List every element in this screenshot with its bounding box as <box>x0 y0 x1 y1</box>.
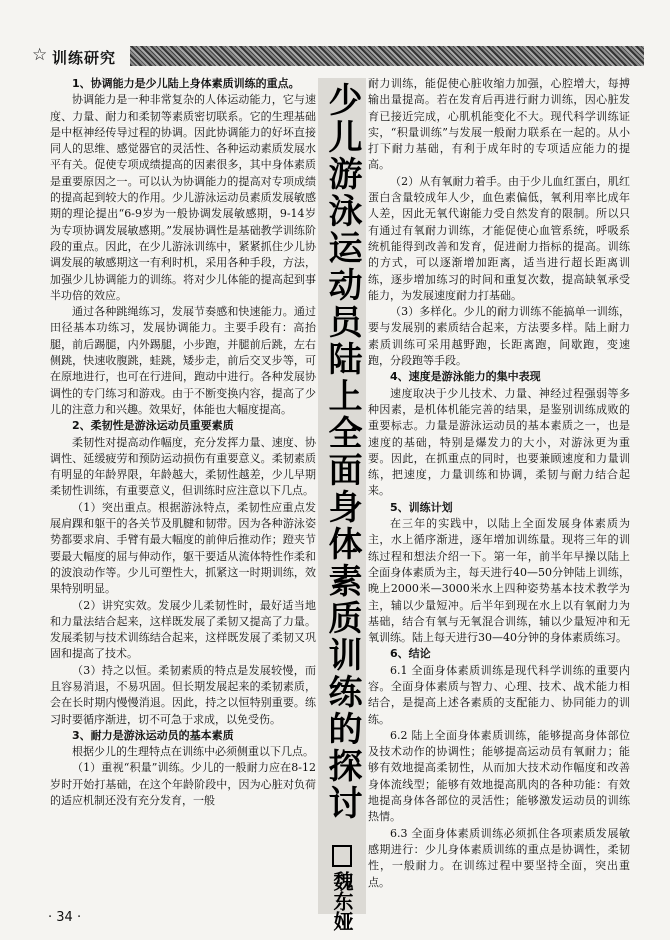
paragraph: 根据少儿的生理特点在训练中必须侧重以下几点。 <box>72 745 314 759</box>
section-heading: 5、训练计划 <box>390 500 453 514</box>
right-column <box>368 76 630 916</box>
paragraph: 协调能力是一种非常复杂的人体运动能力，它与速度、力量、耐力和柔韧等素质密切联系。它的生理基础是中枢神经传导过程的协调。因此协调能力的好坏直接同人的思维、感觉器官的灵活性、各种运动素质发展水平有关。促使专项成绩提高的因素很多，其中身体素质是重要原因之一。可以认为协调能力的提高对专项成绩的提高起到较大的作用。少儿游泳运动员素质发展敏感期的理论提出“6-9岁为一般协调发展敏感期，9-14岁为专项协调发展敏感期。”发展协调性是基础教学训练阶段的重点。因此，在少儿游泳训练中，紧紧抓住少儿协调发展的敏感期这一有利时机，采用各种手段，方法，加强少儿协调能力的训练。将对少儿体能的提高起到事半功倍的效应。 <box>50 93 316 302</box>
author-name: 魏东娅 <box>330 871 354 931</box>
paragraph: 耐力训练，能促使心脏收缩力加强，心腔增大，每搏输出量提高。若在发育后再进行耐力训练，因心脏发育已接近完成，心肌机能变化不大。现代科学训练证实，“积量训练”与发展一般耐力联系在一起的。从小打下耐力基础，有利于成年时的专项适应能力的提高。 <box>368 77 630 172</box>
paragraph: （1）重视“积量”训练。少儿的一般耐力应在8-12岁时开始打基础，在这个年龄阶段中，因为心脏对负荷的适应机制还没有充分发育，一般 <box>50 761 316 808</box>
section-label: 训练研究 <box>52 49 117 67</box>
paragraph: 速度取决于少儿技术、力量、神经过程强弱等多种因素，是机体机能完善的结果，是鉴别训练成败的重要标志。力量是游泳运动员的基本素质之一，也是速度的基础，特别是爆发力的大小，对游泳更为重要。因此，在抓重点的同时，也要兼顾速度和力量训练，把速度，力量训练和协调，柔韧与耐力结合起来。 <box>368 386 630 498</box>
paragraph: （2）从有氧耐力着手。由于少儿血红蛋白，肌红蛋白含量较成年人少，血色素偏低，氧利用率比成年人差，因此无氧代谢能力受自然发育的限制。所以只有通过有氧耐力训练，才能促使心血管系统，呼吸系统机能得到改善和发育，促进耐力指标的提高。训练的方式，可以逐渐增加距离，适当进行超长距离训练，逐步增加练习的时间和重复次数，提高缺氧承受能力，为发展速度耐力打基础。 <box>368 174 630 302</box>
section-heading: 6、结论 <box>390 647 431 661</box>
section-heading: 2、柔韧性是游泳运动员重要素质 <box>72 419 234 433</box>
paragraph: 6.3 全面身体素质训练必须抓住各项素质发展敏感期进行：少儿身体素质训练的重点是协调性，柔韧性，一般耐力。在训练过程中要坚持全面，突出重点。 <box>368 826 630 889</box>
section-heading: 4、速度是游泳能力的集中表现 <box>390 370 541 384</box>
paragraph: 在三年的实践中，以陆上全面发展身体素质为主，水上循序渐进，逐年增加训练量。现将三年的训练过程和想法介绍一下。第一年，前半年早操以陆上全面身体素质为主，每天进行40—50分钟陆上训练，晚上2000米—3000米水上四种姿势基本技术教学为主，辅以少量短冲。后半年到现在水上以有氧耐力为基础，结合有氧与无氧混合训练，辅以少量短冲和无氧训练。陆上每天进行30—40分钟的身体素质练习。 <box>368 517 630 645</box>
section-heading: 3、耐力是游泳运动员的基本素质 <box>72 728 234 742</box>
paragraph: 柔韧性对提高动作幅度，充分发挥力量、速度、协调性、延缓疲劳和预防运动损伤有重要意义。柔韧素质有明显的年龄界限，年龄越大，柔韧性越差，少儿早期柔韧性训练，有重要意义，但训练时应注意以下几点。 <box>50 435 316 498</box>
page-number: · 34 · <box>48 910 82 925</box>
left-column <box>50 76 316 901</box>
paragraph: 通过各种跳绳练习，发展节奏感和快速能力。通过田径基本功练习，发展协调能力。主要手段有：高抬腿，前后踢腿，内外踢腿，小步跑，并腿前后跳，左右侧跳，快速收腹跳，蛙跳，矮步走，前后交叉步等，可在原地进行，也可在行进间，跑动中进行。各种发展协调性的专门练习和游戏。由于不断变换内容，提高了少儿的注意力和兴趣。效果好，体能也大幅度提高。 <box>50 305 316 416</box>
paragraph: （3）持之以恒。柔韧素质的特点是发展较慢，而且容易消退，不易巩固。但长期发展起来的柔韧素质，会在长时期内慢慢消退。因此，持之以恒特别重要。练习时要循序渐进，切不可急于求成，以免受伤。 <box>50 663 316 726</box>
paragraph: 6.2 陆上全面身体素质训练，能够提高身体部位及技术动作的协调性；能够提高运动员有氧耐力；能够有效地提高柔韧性，从而加大技术动作幅度和改善身体流线型；能够有效地提高肌肉的各种功能：有效地提高身体各部位的灵活性；能够激发运动员的训练热情。 <box>368 728 630 824</box>
author-block <box>326 845 358 931</box>
header-texture-band <box>130 46 644 66</box>
star-icon: ☆ <box>32 45 48 65</box>
paragraph: 6.1 全面身体素质训练是现代科学训练的重要内容。全面身体素质与智力、心理、技术、战术能力相结合，是提高上述各素质的支配能力、协同能力的训练。 <box>368 663 630 726</box>
paragraph: （1）突出重点。根据游泳特点，柔韧性应重点发展肩踝和躯干的各关节及肌腱和韧带。因为各种游泳姿势都要求肩、手臂有最大幅度的前伸后推动作；蹬夹节要最大幅度的屈与伸动作，躯干要适从流体特性作柔和的波浪动作等。少儿可塑性大，抓紧这一时期训练，效果特别明显。 <box>50 500 316 596</box>
paragraph: （3）多样化。少儿的耐力训练不能搞单一训练，要与发展别的素质结合起来，方法要多样。陆上耐力素质训练可采用越野跑，长距离跑，间歇跑，变速跑，分段跑等手段。 <box>368 305 630 368</box>
author-box-icon <box>332 845 352 867</box>
section-heading: 1、协调能力是少儿陆上身体素质训练的重点。 <box>72 77 300 90</box>
paragraph: （2）讲究实效。发展少儿柔韧性时，最好适当地和力量法结合起来，这样既发展了柔韧又提高了力量。发展柔韧与技术训练结合起来，这样既发展了柔韧又巩固和提高了技术。 <box>50 598 316 661</box>
page-header <box>32 44 644 70</box>
article-title: 少儿游泳运动员陆上全面身体素质训练的探讨 <box>322 82 362 822</box>
